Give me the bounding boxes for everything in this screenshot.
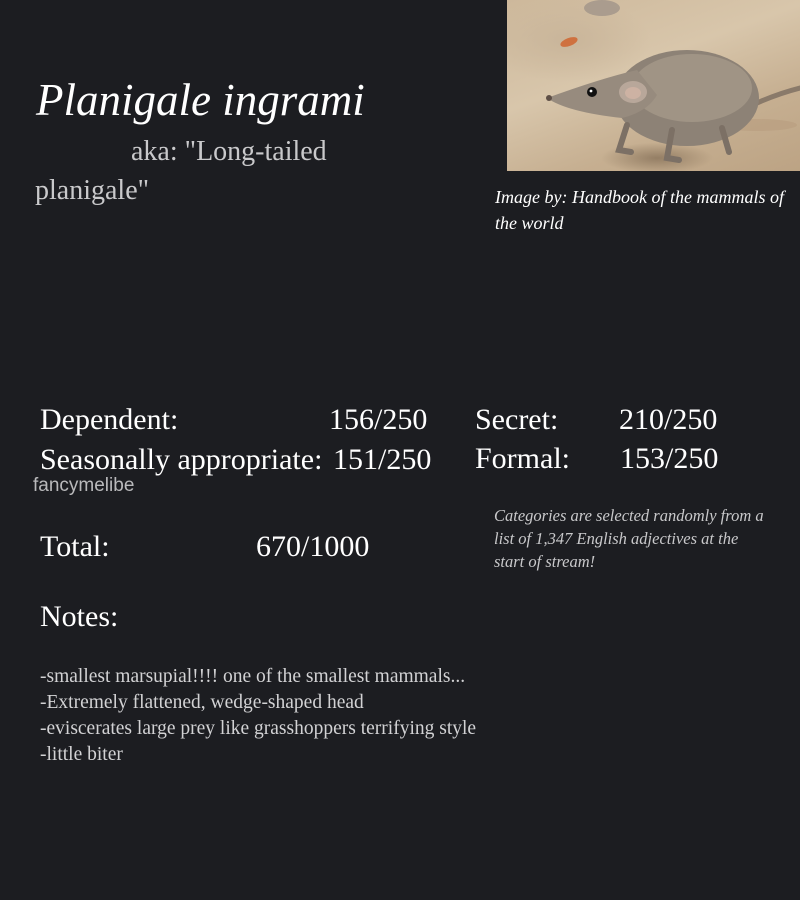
note-item: -Extremely flattened, wedge-shaped head: [40, 692, 364, 713]
watermark: fancymelibe: [33, 475, 135, 496]
planigale-illustration: [507, 0, 800, 171]
planigale-photo: [507, 0, 800, 171]
rating-value-dependent: 156/250: [329, 403, 428, 436]
rating-label-formal: Formal:: [475, 442, 570, 475]
note-item: -little biter: [40, 744, 123, 765]
rating-label-seasonally-appropriate: Seasonally appropriate:: [40, 443, 323, 476]
total-label: Total:: [40, 530, 110, 563]
rating-value-seasonally-appropriate: 151/250: [333, 443, 432, 476]
note-item: -smallest marsupial!!!! one of the smallest mammals...: [40, 666, 466, 687]
rating-label-secret: Secret:: [475, 403, 559, 436]
notes-list: [40, 664, 600, 768]
common-name: aka: "Long-tailed planigale": [35, 136, 327, 206]
categories-note: Categories are selected randomly from a list of 1,347 English adjectives at the start of stream!: [494, 506, 764, 571]
image-caption: Image by: Handbook of the mammals of the world: [495, 187, 784, 233]
total-value: 670/1000: [256, 530, 370, 563]
note-item: -eviscerates large prey like grasshoppers terrifying style: [40, 718, 477, 739]
rating-value-formal: 153/250: [620, 442, 719, 475]
rating-value-secret: 210/250: [619, 403, 718, 436]
rating-label-dependent: Dependent:: [40, 403, 179, 436]
species-name: Planigale ingrami: [36, 75, 365, 125]
notes-title: Notes:: [40, 600, 119, 633]
